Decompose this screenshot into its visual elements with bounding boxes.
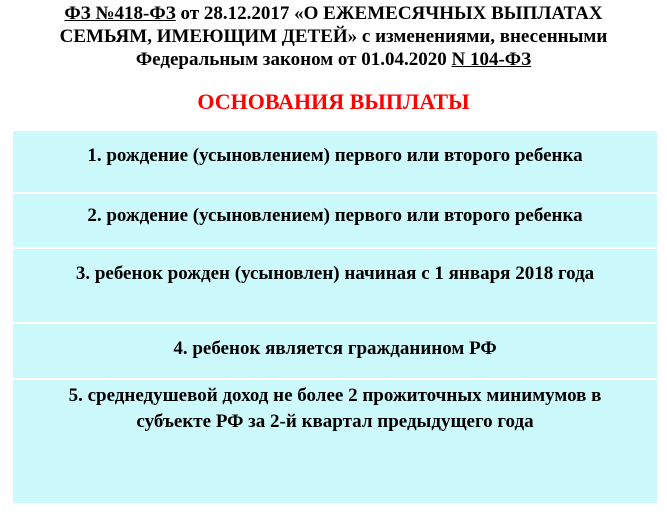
header-line-1 bbox=[0, 2, 667, 25]
row-text: 2. рождение (усыновлением) первого или второго ребенка bbox=[87, 205, 583, 226]
law-title-start: от 28.12.2017 «О ЕЖЕМЕСЯЧНЫХ ВЫПЛАТАХ bbox=[175, 3, 603, 24]
document-header bbox=[0, 2, 667, 71]
table-row bbox=[13, 249, 657, 324]
row-text: 3. ребенок рожден (усыновлен) начиная с 1 января 2018 года bbox=[75, 263, 595, 284]
law-number: ФЗ №418-ФЗ bbox=[64, 3, 176, 24]
amendment-text: Федеральным законом от 01.04.2020 bbox=[135, 49, 452, 70]
row-text: 5. среднедушевой доход не более 2 прожиточных минимумов в субъекте РФ за 2-й квартал предыдущего года bbox=[68, 385, 602, 432]
section-title: ОСНОВАНИЯ ВЫПЛАТЫ bbox=[197, 89, 470, 114]
header-line-3 bbox=[0, 48, 667, 71]
header-line-2: СЕМЬЯМ, ИМЕЮЩИМ ДЕТЕЙ» с изменениями, внесенными bbox=[59, 26, 608, 47]
row-text: 4. ребенок является гражданином РФ bbox=[173, 338, 497, 359]
table-row bbox=[13, 131, 657, 194]
table-row bbox=[13, 380, 657, 503]
row-text: 1. рождение (усыновлением) первого или второго ребенка bbox=[87, 145, 583, 166]
grounds-table bbox=[13, 131, 657, 503]
table-row bbox=[13, 194, 657, 249]
amendment-law-link[interactable]: N 104-ФЗ bbox=[451, 49, 532, 70]
table-row bbox=[13, 324, 657, 380]
